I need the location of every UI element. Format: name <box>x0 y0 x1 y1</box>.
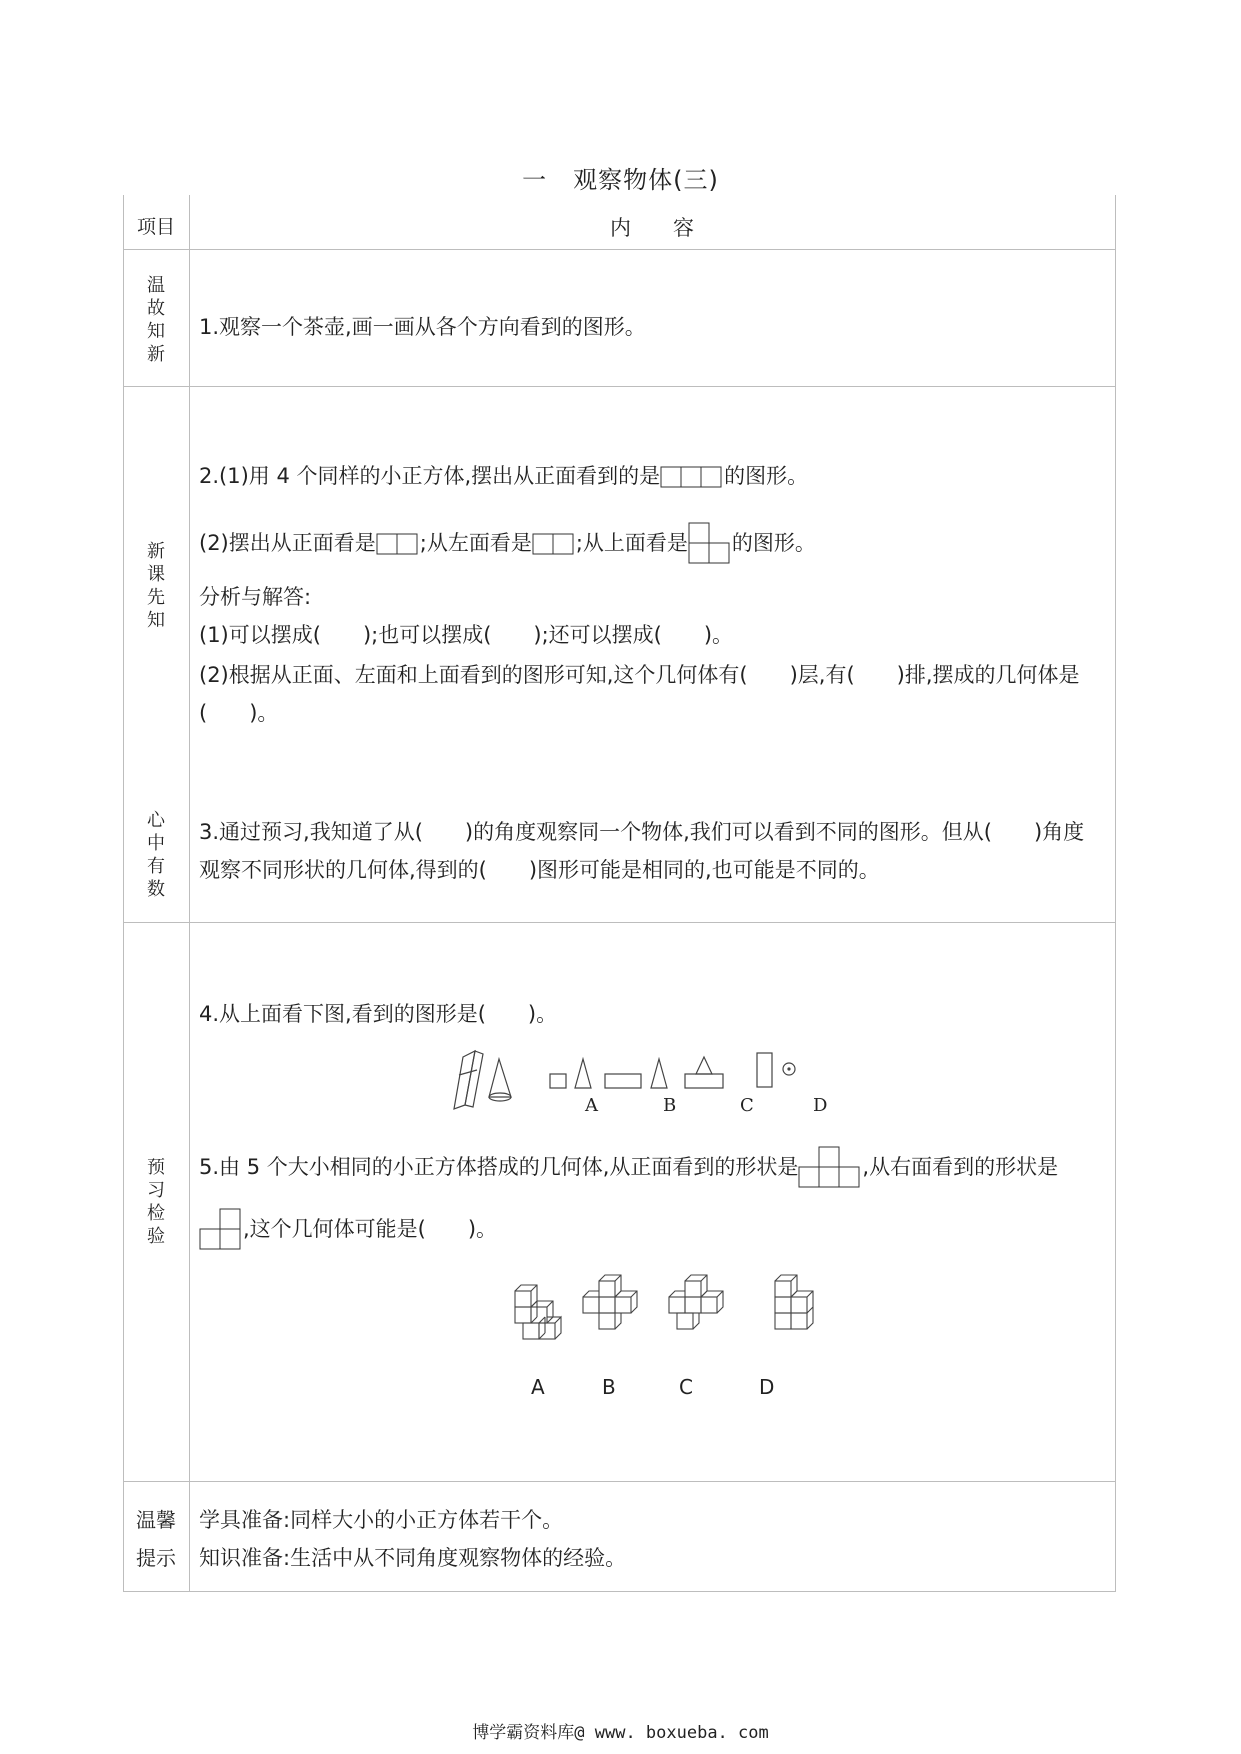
q5-option-c: C <box>679 1375 693 1399</box>
option-a-cubes <box>515 1285 561 1339</box>
answer-2-line2: ( )。 <box>199 701 279 725</box>
section-review-label: 温故知新 <box>144 275 165 367</box>
tips-line-1: 学具准备:同样大小的小正方体若干个。 <box>199 1508 564 1532</box>
title-number: 一 <box>522 166 548 194</box>
column-divider <box>189 195 190 1592</box>
option-d-cubes <box>775 1275 813 1329</box>
q2-part1-text: 2.(1)用 4 个同样的小正方体,摆出从正面看到的是 <box>199 464 661 488</box>
section-mind-label: 心中有数 <box>144 810 165 902</box>
question-3-line1: 3.通过预习,我知道了从( )的角度观察同一个物体,我们可以看到不同的图形。但从( )角度 <box>199 820 1085 844</box>
option-d-figure <box>757 1053 795 1087</box>
question-5-line2 <box>199 1201 497 1257</box>
three-squares-row-icon <box>660 466 724 488</box>
analysis-heading: 分析与解答: <box>199 585 312 609</box>
page-title <box>0 160 1241 195</box>
section-tips-label <box>123 1501 189 1577</box>
row-rule <box>123 1481 1116 1482</box>
q2-part1-tail: 的图形。 <box>724 464 809 488</box>
option-c-cubes <box>669 1275 723 1329</box>
bottom-rule <box>123 1591 1116 1592</box>
row-rule <box>123 386 1116 387</box>
tips-label-line2: 提示 <box>136 1546 176 1570</box>
answer-1: (1)可以摆成( );也可以摆成( );还可以摆成( )。 <box>199 623 734 647</box>
question-1: 1.观察一个茶壶,画一画从各个方向看到的图形。 <box>199 315 646 339</box>
section-preview-label: 预习检验 <box>144 1157 165 1249</box>
right-border <box>1115 195 1116 1592</box>
q5-figure <box>513 1275 833 1355</box>
question-3-line2: 观察不同形状的几何体,得到的( )图形可能是相同的,也可能是不同的。 <box>199 858 880 882</box>
q2-part2-tail: 的图形。 <box>731 531 816 555</box>
tips-label-line1: 温馨 <box>136 1508 176 1532</box>
option-a-figure <box>550 1059 591 1088</box>
q2-part2-left-text: ;从左面看是 <box>419 531 532 555</box>
prism-and-cone-figure <box>454 1051 511 1109</box>
option-b-figure <box>605 1059 667 1088</box>
q5-question-text: ,这个几何体可能是( )。 <box>243 1217 498 1241</box>
q5-option-a: A <box>531 1375 545 1399</box>
question-4: 4.从上面看下图,看到的图形是( )。 <box>199 1002 558 1026</box>
l-shape-squares-icon <box>688 522 732 566</box>
q5-option-d: D <box>759 1375 775 1399</box>
content-table <box>123 195 1116 1592</box>
front-view-squares-icon <box>798 1146 862 1190</box>
q5-option-b: B <box>602 1375 616 1399</box>
section-new-lesson-label: 新课先知 <box>144 541 165 633</box>
q5-front-text: 5.由 5 个大小相同的小正方体搭成的几何体,从正面看到的形状是 <box>199 1155 799 1179</box>
tips-line-2: 知识准备:生活中从不同角度观察物体的经验。 <box>199 1546 627 1570</box>
header-item: 项目 <box>136 216 175 238</box>
right-view-squares-icon <box>199 1208 243 1252</box>
question-2-part1 <box>199 457 808 495</box>
q2-part2-top-text: ;从上面看是 <box>575 531 688 555</box>
q4-option-c: C <box>740 1095 754 1116</box>
header-rule <box>123 249 1116 250</box>
q4-option-a: A <box>585 1095 598 1116</box>
header-content: 内 容 <box>610 216 694 240</box>
option-c-figure <box>685 1057 723 1088</box>
left-border <box>123 195 124 1592</box>
footer-watermark: 博学霸资料库@ www. boxueba. com <box>472 1723 769 1743</box>
q4-option-b: B <box>663 1095 677 1116</box>
title-text: 观察物体(三) <box>573 166 719 194</box>
row-rule <box>123 922 1116 923</box>
option-b-cubes <box>583 1275 637 1329</box>
question-5-line1 <box>199 1139 1058 1195</box>
answer-2-line1: (2)根据从正面、左面和上面看到的图形可知,这个几何体有( )层,有( )排,摆成的几何体是 <box>199 663 1080 687</box>
two-squares-row-icon <box>376 533 420 555</box>
two-squares-row-icon <box>532 533 576 555</box>
q2-part2-front-text: (2)摆出从正面看是 <box>199 531 376 555</box>
q4-option-d: D <box>813 1095 828 1116</box>
question-2-part2 <box>199 515 816 571</box>
q5-right-text: ,从右面看到的形状是 <box>862 1155 1059 1179</box>
